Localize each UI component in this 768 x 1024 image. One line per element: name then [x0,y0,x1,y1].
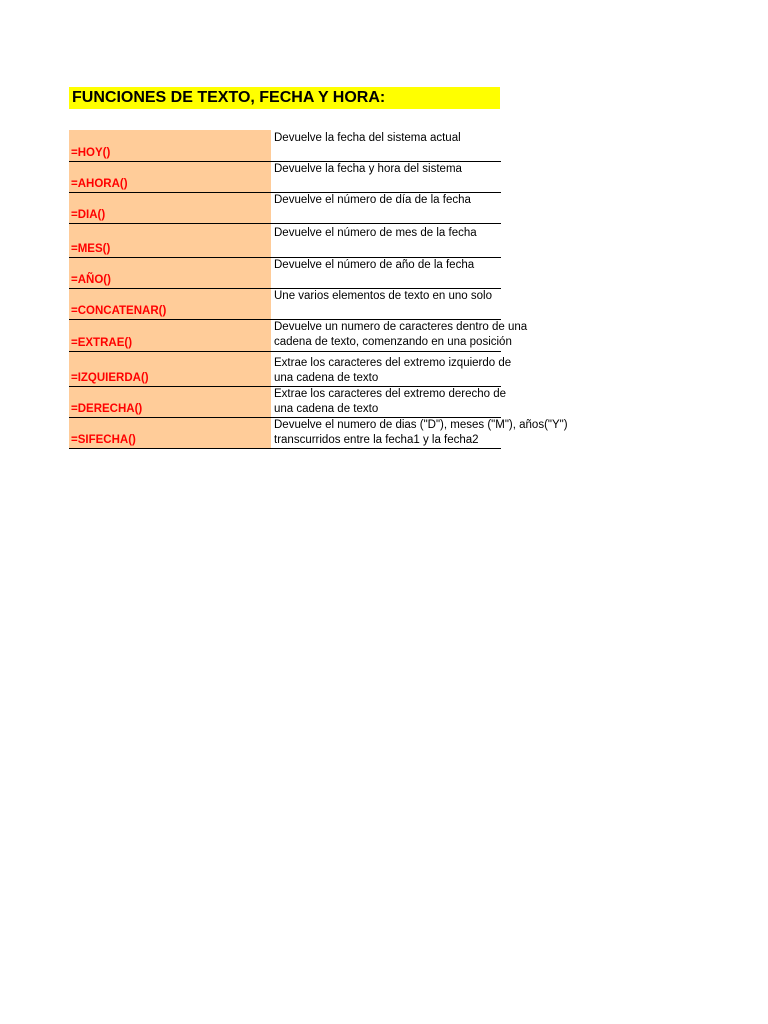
function-name: =AHORA() [71,178,128,190]
function-cell [69,320,271,351]
description-cell [271,418,568,448]
function-cell [69,130,271,161]
function-name: =CONCATENAR() [71,305,167,317]
function-name: =EXTRAE() [71,337,133,349]
function-cell [69,352,271,386]
table-row [69,224,501,258]
description-line: cadena de texto, comenzando en una posición [274,336,512,348]
description-cell [271,162,501,192]
description-line: Devuelve el numero de dias ("D"), meses ("M"), años("Y") [274,419,568,431]
table-row [69,289,501,320]
function-name: =DIA() [71,209,106,221]
function-name: =AÑO() [71,274,111,286]
table-row [69,418,568,449]
description-line: una cadena de texto [274,403,379,415]
function-cell [69,162,271,192]
description-line: Devuelve la fecha del sistema actual [274,132,461,144]
function-name: =IZQUIERDA() [71,372,149,384]
description-cell [271,258,501,288]
description-line: una cadena de texto [274,372,379,384]
table-row [69,387,507,418]
description-line: Une varios elementos de texto en uno solo [274,290,492,302]
description-line: Devuelve la fecha y hora del sistema [274,163,462,175]
description-cell [271,352,511,386]
description-cell [271,224,501,257]
table-row [69,352,512,387]
description-line: Devuelve el número de mes de la fecha [274,227,477,239]
description-cell [271,320,527,351]
function-name: =DERECHA() [71,403,143,415]
function-cell [69,224,271,257]
description-cell [271,289,501,319]
description-line: Extrae los caracteres del extremo derecho de [274,388,507,400]
table-row [69,320,528,352]
description-cell [271,130,501,161]
table-row [69,193,501,224]
description-cell [271,387,506,417]
description-line: Devuelve el número de día de la fecha [274,194,471,206]
function-cell [69,418,271,448]
table-row [69,130,501,162]
table-row [69,162,501,193]
function-cell [69,193,271,223]
page-title: FUNCIONES DE TEXTO, FECHA Y HORA: [69,87,500,109]
description-cell [271,193,501,223]
function-cell [69,258,271,288]
table-row [69,258,501,289]
function-name: =HOY() [71,147,111,159]
functions-table [69,130,568,449]
function-cell [69,387,271,417]
function-name: =MES() [71,243,111,255]
description-line: Devuelve el número de año de la fecha [274,259,475,271]
function-cell [69,289,271,319]
description-line: transcurridos entre la fecha1 y la fecha2 [274,434,479,446]
description-line: Devuelve un numero de caracteres dentro de una [274,321,528,333]
function-name: =SIFECHA() [71,434,136,446]
description-line: Extrae los caracteres del extremo izquierdo de [274,357,512,369]
